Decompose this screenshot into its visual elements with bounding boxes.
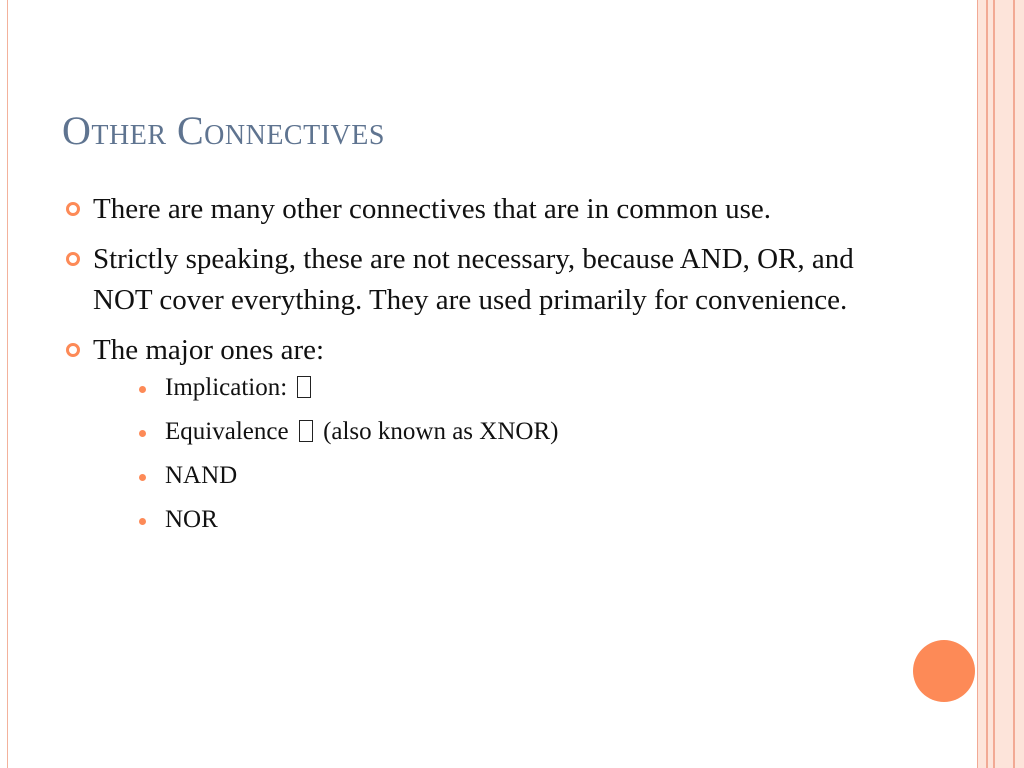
sub-bullet-text: NOR: [165, 506, 218, 533]
filled-dot-bullet-icon: [139, 474, 146, 481]
hollow-circle-bullet-icon: [66, 343, 80, 357]
slide-title: Other Connectives: [62, 108, 385, 153]
sub-bullet-item: [93, 503, 882, 537]
right-border-stripe: [1015, 0, 1024, 768]
sub-bullet-text: Equivalence: [165, 418, 289, 445]
right-border-stripe: [978, 0, 986, 768]
filled-dot-bullet-icon: [139, 430, 146, 437]
sub-bullet-item: [93, 459, 882, 493]
sub-bullet-item: [93, 371, 882, 405]
sub-bullet-item: [93, 415, 882, 449]
bullet-item: [62, 330, 882, 537]
left-frame-line: [7, 0, 8, 768]
bullet-text: There are many other connectives that are in common use.: [93, 193, 772, 225]
sub-bullet-text: NAND: [165, 462, 238, 489]
missing-glyph-icon: [299, 420, 313, 442]
missing-glyph-icon: [297, 376, 311, 398]
right-border-stripe: [995, 0, 1013, 768]
filled-dot-bullet-icon: [139, 386, 146, 393]
hollow-circle-bullet-icon: [66, 202, 80, 216]
bullet-text: Strictly speaking, these are not necessary, because AND, OR, and NOT cover everything. They are used primarily for convenience.: [93, 243, 854, 316]
bullet-item: [62, 189, 882, 230]
hollow-circle-bullet-icon: [66, 252, 80, 266]
sub-bullet-list: [93, 371, 882, 537]
sub-bullet-text-after: (also known as XNOR): [323, 418, 559, 445]
decorative-circle: [913, 640, 975, 702]
bullet-text: The major ones are:: [93, 334, 325, 366]
filled-dot-bullet-icon: [139, 518, 146, 525]
sub-bullet-text: Implication:: [165, 374, 288, 401]
bullet-list: [62, 189, 882, 547]
bullet-item: [62, 239, 882, 321]
